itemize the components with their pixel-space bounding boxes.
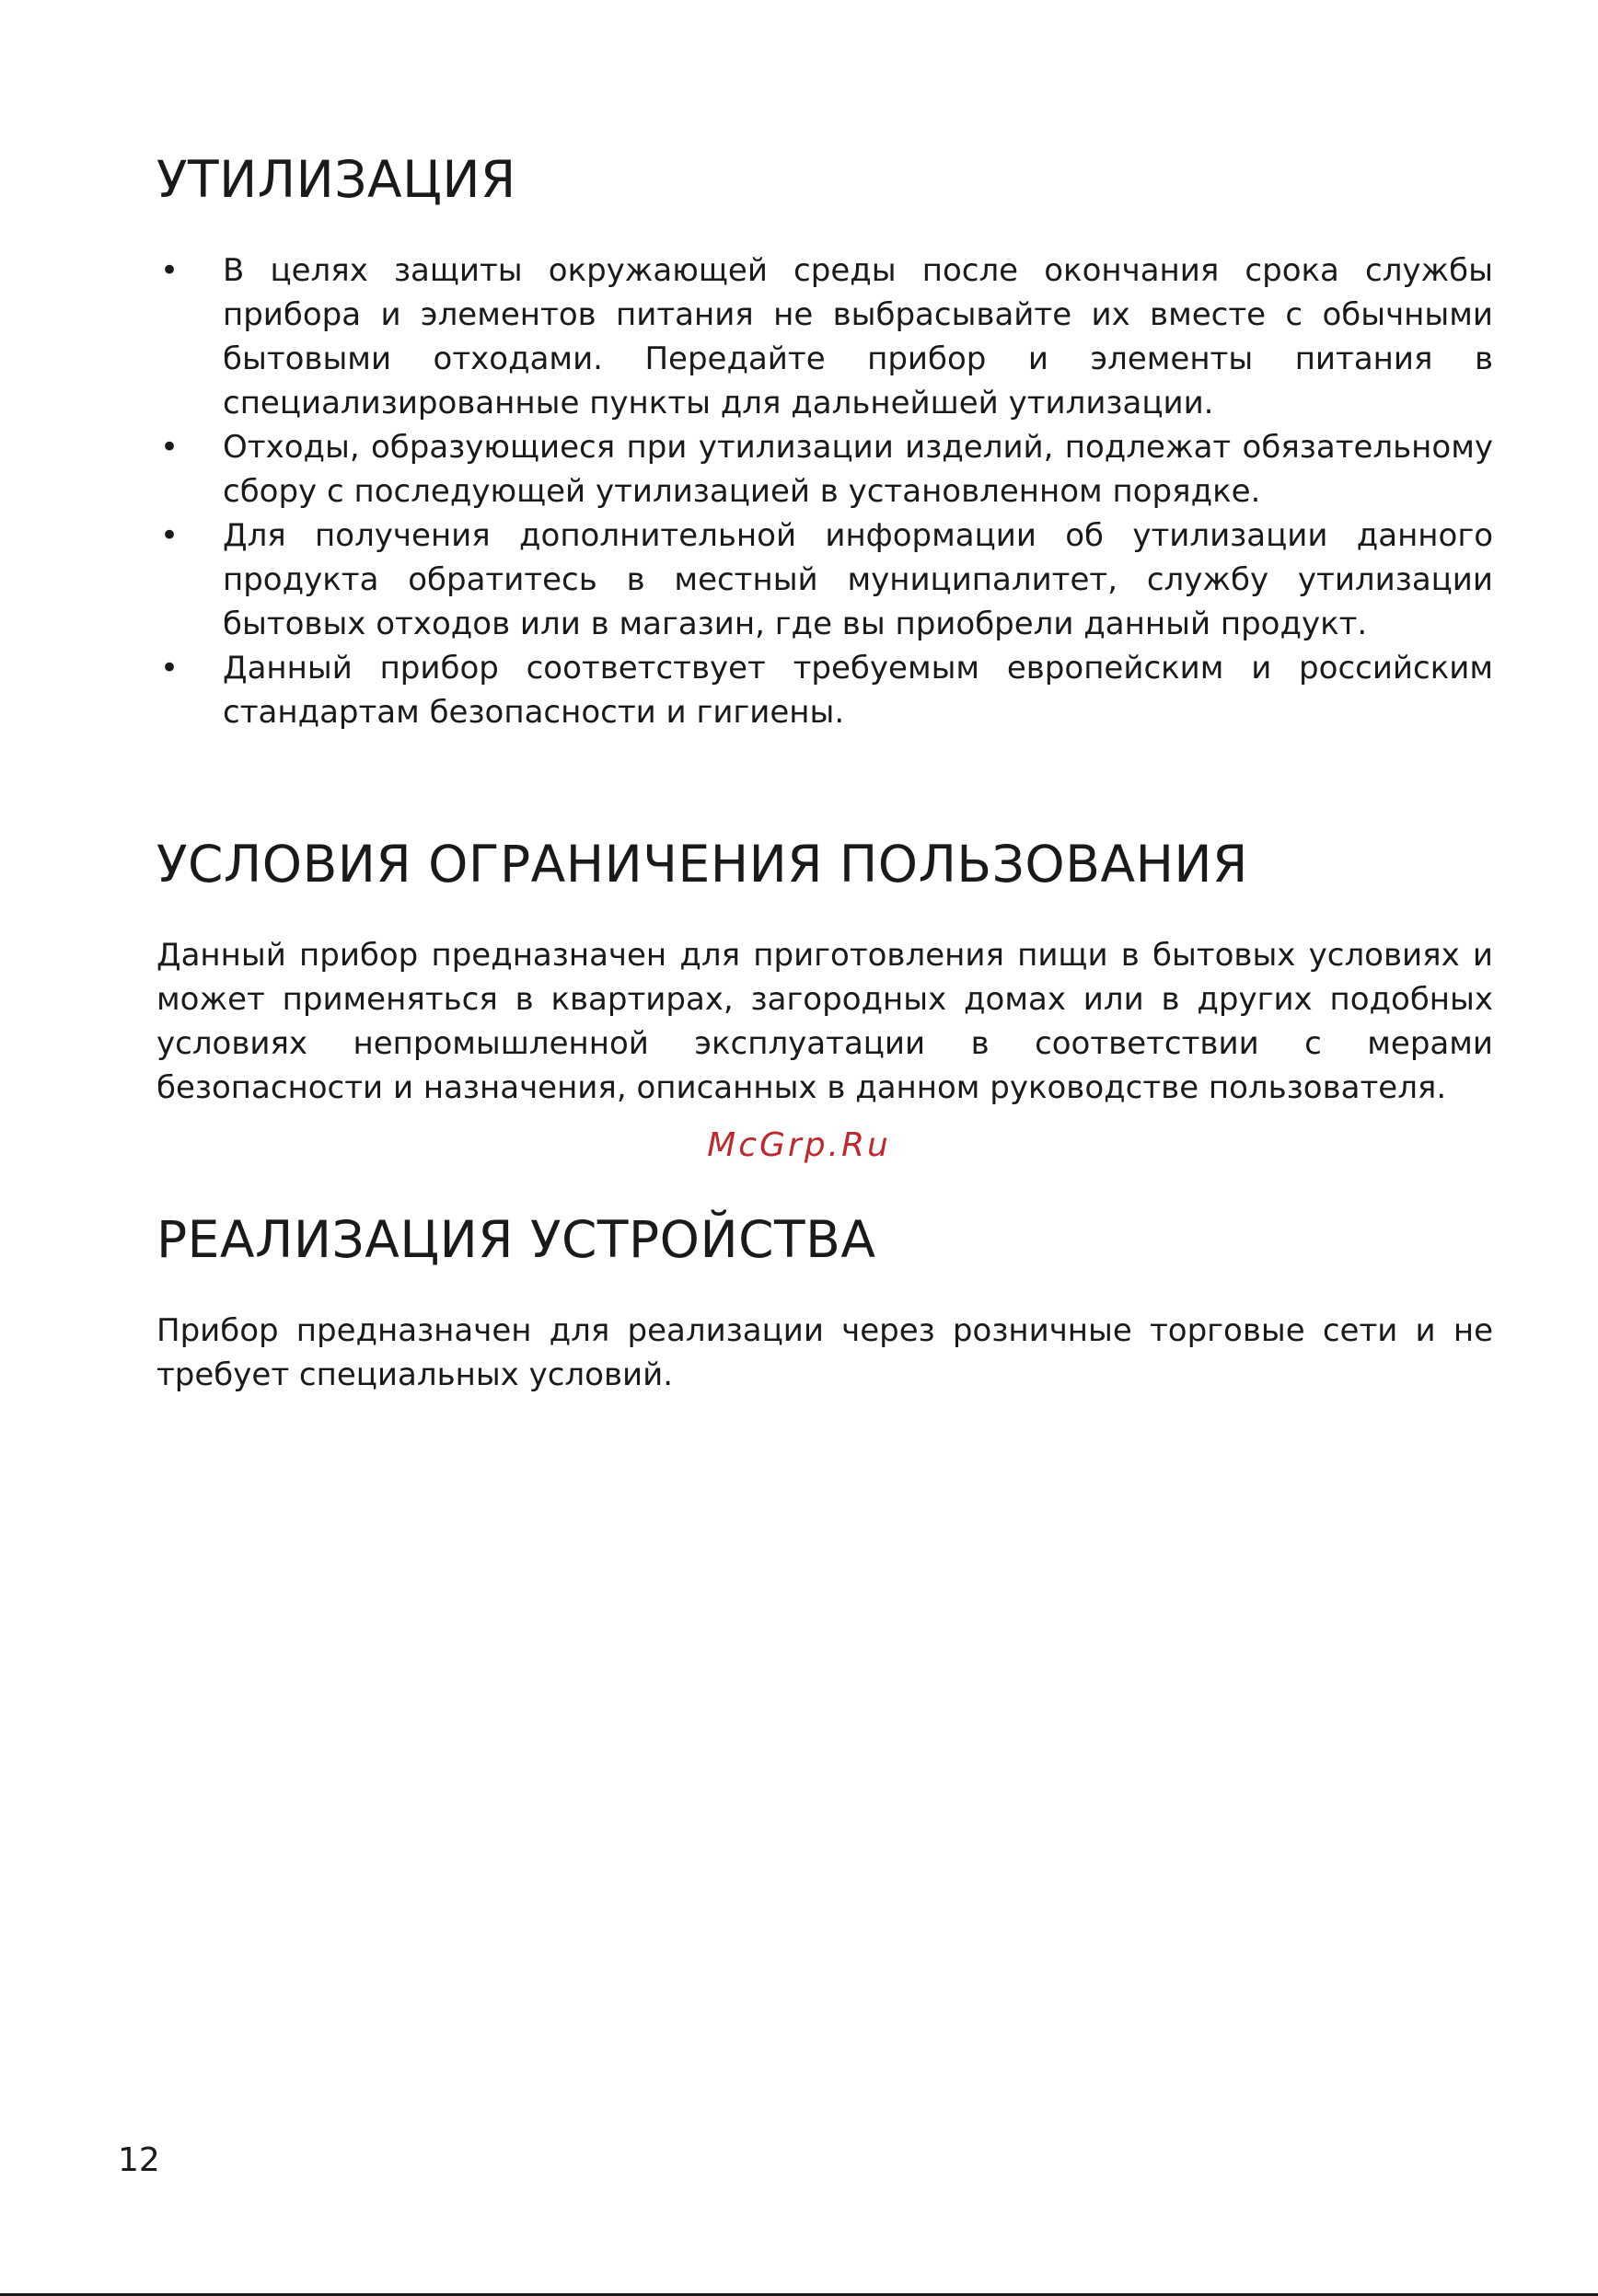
disposal-bullet-list	[156, 248, 1493, 734]
list-item	[156, 646, 1493, 734]
list-item	[156, 513, 1493, 646]
bullet-icon: •	[160, 429, 179, 466]
bullet-icon: •	[160, 517, 179, 554]
heading-usage-limits: УСЛОВИЯ ОГРАНИЧЕНИЯ ПОЛЬЗОВАНИЯ	[156, 835, 1248, 894]
page-number: 12	[118, 2141, 160, 2179]
bullet-icon: •	[160, 650, 179, 686]
sales-paragraph: Прибор предназначен для реализации через розничные торговые сети и не требует специальных условий.	[156, 1312, 1493, 1393]
section-sales	[156, 1207, 1493, 1397]
list-item-text: Для получения дополнительной информации об утилизации данного продукта обратитесь в местный муниципалитет, службу утилизации бытовых отходов или в магазин, где вы приобрели данный продукт.	[223, 517, 1493, 642]
usage-limits-paragraph: Данный прибор предназначен для приготовления пищи в бытовых условиях и может применяться в квартирах, загородных домах или в других подобных условиях непромышленной эксплуатации в соответствии с мерами безопасности и назначения, описанных в данном руководстве пользователя.	[156, 937, 1493, 1106]
heading-disposal: УТИЛИЗАЦИЯ	[156, 150, 516, 209]
list-item	[156, 425, 1493, 513]
section-disposal	[156, 147, 1493, 734]
list-item	[156, 248, 1493, 425]
watermark-logo: McGrp.Ru	[707, 1126, 891, 1164]
heading-sales: РЕАЛИЗАЦИЯ УСТРОЙСТВА	[156, 1210, 876, 1269]
section-usage-limits	[156, 832, 1493, 1110]
main-content	[156, 147, 1493, 1110]
list-item-text: В целях защиты окружающей среды после окончания срока службы прибора и элементов питания не выбрасывайте их вместе с обычными бытовыми отходами. Передайте прибор и элементы питания в специализированные пункты для дальнейшей утилизации.	[223, 252, 1493, 421]
list-item-text: Отходы, образующиеся при утилизации изделий, подлежат обязательному сбору с последующей утилизацией в установленном порядке.	[223, 429, 1493, 510]
list-item-text: Данный прибор соответствует требуемым европейским и российским стандартам безопасности и гигиены.	[223, 650, 1493, 731]
bullet-icon: •	[160, 252, 179, 289]
